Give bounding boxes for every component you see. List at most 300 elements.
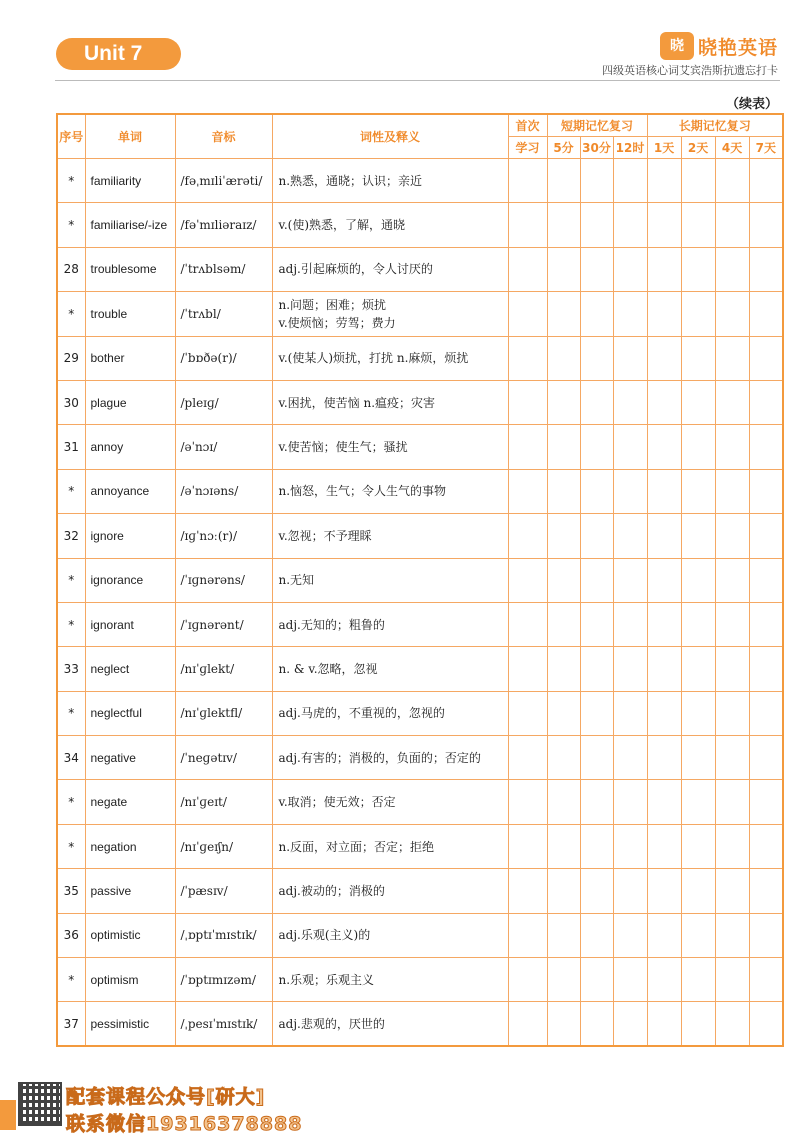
checkin-cell[interactable] [647, 602, 681, 646]
checkin-cell[interactable] [580, 514, 613, 558]
row-definition [272, 469, 508, 513]
col-header-short-term: 短期记忆复习 [547, 114, 647, 137]
footer-accent [0, 1100, 16, 1130]
checkin-cell[interactable] [508, 159, 547, 203]
vocab-table [56, 113, 784, 1047]
checkin-cell[interactable] [681, 691, 715, 735]
checkin-cell[interactable] [580, 780, 613, 824]
checkin-cell[interactable] [613, 602, 647, 646]
row-definition [272, 1002, 508, 1046]
checkin-cell[interactable] [715, 691, 749, 735]
interval-12h: 12时 [613, 137, 647, 159]
checkin-cell[interactable] [749, 469, 783, 513]
checkin-cell[interactable] [681, 913, 715, 957]
row-word: passive [85, 869, 175, 913]
checkin-cell[interactable] [508, 780, 547, 824]
table-row [57, 292, 783, 336]
checkin-cell[interactable] [715, 913, 749, 957]
checkin-cell[interactable] [715, 736, 749, 780]
col-header-phonetic: 音标 [175, 114, 272, 159]
row-definition [272, 159, 508, 203]
checkin-cell[interactable] [749, 602, 783, 646]
checkin-cell[interactable] [647, 691, 681, 735]
checkin-cell[interactable] [647, 558, 681, 602]
row-number: * [57, 558, 85, 602]
checkin-cell[interactable] [508, 602, 547, 646]
interval-2day: 2天 [681, 137, 715, 159]
row-phonetic: /ˈpæsɪv/ [175, 869, 272, 913]
checkin-cell[interactable] [681, 292, 715, 336]
checkin-cell[interactable] [547, 647, 580, 691]
table-row [57, 159, 783, 203]
checkin-cell[interactable] [508, 736, 547, 780]
table-row [57, 780, 783, 824]
checkin-cell[interactable] [715, 602, 749, 646]
checkin-cell[interactable] [613, 380, 647, 424]
checkin-cell[interactable] [547, 602, 580, 646]
checkin-cell[interactable] [749, 292, 783, 336]
row-word: optimism [85, 958, 175, 1002]
checkin-cell[interactable] [749, 913, 783, 957]
row-definition [272, 380, 508, 424]
checkin-cell[interactable] [715, 514, 749, 558]
checkin-cell[interactable] [508, 913, 547, 957]
checkin-cell[interactable] [547, 958, 580, 1002]
col-header-word: 单词 [85, 114, 175, 159]
row-phonetic: /ˈɪɡnərənt/ [175, 602, 272, 646]
checkin-cell[interactable] [547, 425, 580, 469]
checkin-cell[interactable] [613, 469, 647, 513]
definition-line: v.使烦恼；劳驾；费力 [278, 315, 396, 330]
row-word: ignorant [85, 602, 175, 646]
row-number: * [57, 602, 85, 646]
checkin-cell[interactable] [715, 1002, 749, 1046]
row-word: bother [85, 336, 175, 380]
row-phonetic: /fəˈmɪliəraɪz/ [175, 203, 272, 247]
checkin-cell[interactable] [647, 380, 681, 424]
definition-line: adj.悲观的，厌世的 [278, 1016, 385, 1031]
definition-line: adj.引起麻烦的，令人讨厌的 [278, 262, 433, 277]
checkin-cell[interactable] [715, 780, 749, 824]
checkin-cell[interactable] [580, 1002, 613, 1046]
checkin-cell[interactable] [681, 869, 715, 913]
checkin-cell[interactable] [508, 1002, 547, 1046]
checkin-cell[interactable] [647, 736, 681, 780]
checkin-cell[interactable] [647, 425, 681, 469]
checkin-cell[interactable] [508, 380, 547, 424]
checkin-cell[interactable] [508, 824, 547, 868]
row-number: * [57, 469, 85, 513]
checkin-cell[interactable] [547, 469, 580, 513]
checkin-cell[interactable] [647, 647, 681, 691]
definition-line: n.问题；困难；烦扰 [278, 297, 387, 312]
checkin-cell[interactable] [547, 869, 580, 913]
row-word: negation [85, 824, 175, 868]
checkin-cell[interactable] [613, 913, 647, 957]
table-row [57, 736, 783, 780]
definition-line: adj.被动的；消极的 [278, 883, 385, 898]
checkin-cell[interactable] [580, 558, 613, 602]
definition-line: v.(使某人)烦扰，打扰 n.麻烦，烦扰 [278, 351, 469, 366]
checkin-cell[interactable] [580, 647, 613, 691]
row-phonetic: /pleɪɡ/ [175, 380, 272, 424]
checkin-cell[interactable] [613, 203, 647, 247]
checkin-cell[interactable] [715, 336, 749, 380]
checkin-cell[interactable] [715, 380, 749, 424]
row-word: neglect [85, 647, 175, 691]
checkin-cell[interactable] [547, 824, 580, 868]
checkin-cell[interactable] [580, 824, 613, 868]
checkin-cell[interactable] [749, 824, 783, 868]
row-definition [272, 247, 508, 291]
checkin-cell[interactable] [647, 780, 681, 824]
row-definition [272, 558, 508, 602]
checkin-cell[interactable] [508, 558, 547, 602]
checkin-cell[interactable] [613, 425, 647, 469]
row-word: negate [85, 780, 175, 824]
checkin-cell[interactable] [681, 824, 715, 868]
definition-line: adj.乐观(主义)的 [278, 928, 371, 943]
checkin-cell[interactable] [749, 247, 783, 291]
checkin-cell[interactable] [613, 514, 647, 558]
row-word: trouble [85, 292, 175, 336]
row-word: pessimistic [85, 1002, 175, 1046]
checkin-cell[interactable] [613, 292, 647, 336]
definition-line: v.取消；使无效；否定 [278, 795, 396, 810]
checkin-cell[interactable] [681, 469, 715, 513]
table-row [57, 647, 783, 691]
table-row [57, 380, 783, 424]
checkin-cell[interactable] [613, 558, 647, 602]
brand [660, 32, 778, 60]
checkin-cell[interactable] [749, 647, 783, 691]
checkin-cell[interactable] [547, 691, 580, 735]
row-number: 32 [57, 514, 85, 558]
checkin-cell[interactable] [547, 292, 580, 336]
row-number: 33 [57, 647, 85, 691]
row-phonetic: /ˈtrʌblsəm/ [175, 247, 272, 291]
col-header-long-term: 长期记忆复习 [647, 114, 783, 137]
row-definition [272, 425, 508, 469]
checkin-cell[interactable] [647, 824, 681, 868]
row-number: * [57, 824, 85, 868]
row-definition [272, 824, 508, 868]
row-number: 31 [57, 425, 85, 469]
checkin-cell[interactable] [681, 514, 715, 558]
checkin-cell[interactable] [580, 203, 613, 247]
row-number: * [57, 780, 85, 824]
checkin-cell[interactable] [580, 159, 613, 203]
checkin-cell[interactable] [715, 647, 749, 691]
row-word: troublesome [85, 247, 175, 291]
checkin-cell[interactable] [580, 602, 613, 646]
row-word: familiarise/-ize [85, 203, 175, 247]
row-phonetic: /fəˌmɪliˈærəti/ [175, 159, 272, 203]
definition-line: n.乐观；乐观主义 [278, 972, 375, 987]
col-header-first: 首次 [508, 114, 547, 137]
definition-line: v.困扰，使苦恼 n.瘟疫；灾害 [278, 395, 436, 410]
checkin-cell[interactable] [547, 159, 580, 203]
checkin-cell[interactable] [715, 425, 749, 469]
checkin-cell[interactable] [547, 736, 580, 780]
row-number: 35 [57, 869, 85, 913]
row-phonetic: /ˌɒptɪˈmɪstɪk/ [175, 913, 272, 957]
row-definition [272, 336, 508, 380]
checkin-cell[interactable] [613, 824, 647, 868]
row-definition [272, 203, 508, 247]
checkin-cell[interactable] [580, 247, 613, 291]
definition-line: n.熟悉，通晓；认识；亲近 [278, 173, 423, 188]
checkin-cell[interactable] [681, 558, 715, 602]
row-definition [272, 647, 508, 691]
checkin-cell[interactable] [647, 913, 681, 957]
checkin-cell[interactable] [613, 958, 647, 1002]
checkin-cell[interactable] [508, 514, 547, 558]
checkin-cell[interactable] [749, 869, 783, 913]
definition-line: n.无知 [278, 573, 315, 588]
row-phonetic: /nɪˈɡeɪʃn/ [175, 824, 272, 868]
row-word: negative [85, 736, 175, 780]
row-word: familiarity [85, 159, 175, 203]
definition-line: adj.无知的；粗鲁的 [278, 617, 385, 632]
checkin-cell[interactable] [715, 247, 749, 291]
interval-4day: 4天 [715, 137, 749, 159]
row-word: optimistic [85, 913, 175, 957]
checkin-cell[interactable] [681, 647, 715, 691]
promo-line-2: 联系微信19316378888 [66, 1113, 303, 1135]
checkin-cell[interactable] [749, 1002, 783, 1046]
checkin-cell[interactable] [613, 691, 647, 735]
checkin-cell[interactable] [580, 425, 613, 469]
checkin-cell[interactable] [613, 647, 647, 691]
checkin-cell[interactable] [749, 691, 783, 735]
table-row [57, 425, 783, 469]
table-row [57, 514, 783, 558]
checkin-cell[interactable] [749, 514, 783, 558]
promo-line-1: 配套课程公众号[研大] [66, 1086, 266, 1108]
checkin-cell[interactable] [681, 247, 715, 291]
checkin-cell[interactable] [647, 469, 681, 513]
checkin-cell[interactable] [580, 336, 613, 380]
checkin-cell[interactable] [681, 425, 715, 469]
checkin-cell[interactable] [613, 736, 647, 780]
footer-promo [0, 1082, 320, 1145]
checkin-cell[interactable] [647, 514, 681, 558]
row-definition [272, 913, 508, 957]
checkin-cell[interactable] [613, 1002, 647, 1046]
checkin-cell[interactable] [749, 425, 783, 469]
unit-badge: Unit 7 [56, 38, 181, 70]
checkin-cell[interactable] [749, 159, 783, 203]
checkin-cell[interactable] [715, 159, 749, 203]
table-row [57, 469, 783, 513]
table-row [57, 824, 783, 868]
checkin-cell[interactable] [547, 336, 580, 380]
row-number: * [57, 691, 85, 735]
row-number: 28 [57, 247, 85, 291]
row-phonetic: /ˈbɒðə(r)/ [175, 336, 272, 380]
row-number: 29 [57, 336, 85, 380]
checkin-cell[interactable] [715, 958, 749, 1002]
row-phonetic: /ˌpesɪˈmɪstɪk/ [175, 1002, 272, 1046]
checkin-cell[interactable] [508, 425, 547, 469]
checkin-cell[interactable] [613, 159, 647, 203]
continued-label: （续表） [725, 97, 778, 112]
table-row [57, 602, 783, 646]
checkin-cell[interactable] [715, 292, 749, 336]
checkin-cell[interactable] [681, 780, 715, 824]
checkin-cell[interactable] [547, 514, 580, 558]
definition-line: n.恼怒，生气；令人生气的事物 [278, 484, 447, 499]
checkin-cell[interactable] [580, 736, 613, 780]
row-word: ignorance [85, 558, 175, 602]
row-phonetic: /nɪˈɡlektfl/ [175, 691, 272, 735]
checkin-cell[interactable] [547, 1002, 580, 1046]
checkin-cell[interactable] [508, 247, 547, 291]
checkin-cell[interactable] [715, 824, 749, 868]
checkin-cell[interactable] [681, 159, 715, 203]
col-header-first-sub: 学习 [508, 137, 547, 159]
table-row [57, 869, 783, 913]
checkin-cell[interactable] [681, 336, 715, 380]
row-definition [272, 958, 508, 1002]
interval-5min: 5分 [547, 137, 580, 159]
row-phonetic: /ˈɪɡnərəns/ [175, 558, 272, 602]
checkin-cell[interactable] [580, 469, 613, 513]
checkin-cell[interactable] [508, 469, 547, 513]
checkin-cell[interactable] [547, 780, 580, 824]
checkin-cell[interactable] [508, 958, 547, 1002]
table-row [57, 913, 783, 957]
row-phonetic: /ˈneɡətɪv/ [175, 736, 272, 780]
row-phonetic: /ˈtrʌbl/ [175, 292, 272, 336]
checkin-cell[interactable] [580, 691, 613, 735]
checkin-cell[interactable] [580, 380, 613, 424]
checkin-cell[interactable] [508, 691, 547, 735]
checkin-cell[interactable] [508, 203, 547, 247]
row-number: * [57, 203, 85, 247]
checkin-cell[interactable] [613, 869, 647, 913]
checkin-cell[interactable] [647, 203, 681, 247]
row-definition [272, 691, 508, 735]
checkin-cell[interactable] [508, 869, 547, 913]
definition-line: adj.有害的；消极的，负面的；否定的 [278, 750, 481, 765]
definition-line: n. & v.忽略，忽视 [278, 661, 378, 676]
definition-line: v.使苦恼；使生气；骚扰 [278, 440, 408, 455]
row-definition [272, 736, 508, 780]
checkin-cell[interactable] [681, 380, 715, 424]
checkin-cell[interactable] [749, 558, 783, 602]
row-phonetic: /nɪˈɡlekt/ [175, 647, 272, 691]
checkin-cell[interactable] [749, 958, 783, 1002]
checkin-cell[interactable] [715, 558, 749, 602]
definition-line: n.反面，对立面；否定；拒绝 [278, 839, 435, 854]
table-row [57, 558, 783, 602]
checkin-cell[interactable] [749, 736, 783, 780]
row-word: annoyance [85, 469, 175, 513]
row-phonetic: /nɪˈɡeɪt/ [175, 780, 272, 824]
checkin-cell[interactable] [749, 336, 783, 380]
row-definition [272, 780, 508, 824]
checkin-cell[interactable] [715, 203, 749, 247]
row-number: 30 [57, 380, 85, 424]
checkin-cell[interactable] [647, 292, 681, 336]
interval-30min: 30分 [580, 137, 613, 159]
row-definition [272, 602, 508, 646]
checkin-cell[interactable] [681, 958, 715, 1002]
checkin-cell[interactable] [647, 1002, 681, 1046]
checkin-cell[interactable] [580, 958, 613, 1002]
checkin-cell[interactable] [715, 469, 749, 513]
checkin-cell[interactable] [647, 247, 681, 291]
row-number: 36 [57, 913, 85, 957]
checkin-cell[interactable] [508, 292, 547, 336]
checkin-cell[interactable] [681, 1002, 715, 1046]
row-number: 34 [57, 736, 85, 780]
row-number: * [57, 292, 85, 336]
checkin-cell[interactable] [580, 292, 613, 336]
checkin-cell[interactable] [613, 336, 647, 380]
checkin-cell[interactable] [749, 203, 783, 247]
checkin-cell[interactable] [749, 380, 783, 424]
brand-name: 晓艳英语 [697, 36, 778, 59]
checkin-cell[interactable] [647, 958, 681, 1002]
row-phonetic: /ɪɡˈnɔː(r)/ [175, 514, 272, 558]
table-row [57, 247, 783, 291]
checkin-cell[interactable] [547, 558, 580, 602]
row-word: neglectful [85, 691, 175, 735]
row-definition [272, 869, 508, 913]
checkin-cell[interactable] [681, 736, 715, 780]
brand-logo-icon: 晓 [660, 32, 694, 60]
checkin-cell[interactable] [580, 913, 613, 957]
checkin-cell[interactable] [547, 380, 580, 424]
definition-line: adj.马虎的，不重视的，忽视的 [278, 706, 445, 721]
row-word: ignore [85, 514, 175, 558]
row-number: * [57, 159, 85, 203]
row-phonetic: /əˈnɔɪəns/ [175, 469, 272, 513]
interval-7day: 7天 [749, 137, 783, 159]
checkin-cell[interactable] [647, 869, 681, 913]
checkin-cell[interactable] [613, 247, 647, 291]
col-header-definition: 词性及释义 [272, 114, 508, 159]
table-row [57, 691, 783, 735]
checkin-cell[interactable] [547, 913, 580, 957]
checkin-cell[interactable] [547, 203, 580, 247]
definition-line: v.(使)熟悉，了解，通晓 [278, 218, 406, 233]
header-divider [55, 80, 780, 81]
checkin-cell[interactable] [508, 647, 547, 691]
checkin-cell[interactable] [613, 780, 647, 824]
checkin-cell[interactable] [547, 247, 580, 291]
checkin-cell[interactable] [681, 602, 715, 646]
checkin-cell[interactable] [749, 780, 783, 824]
row-phonetic: /əˈnɔɪ/ [175, 425, 272, 469]
interval-1day: 1天 [647, 137, 681, 159]
table-row [57, 336, 783, 380]
row-definition [272, 514, 508, 558]
table-row [57, 203, 783, 247]
checkin-cell[interactable] [681, 203, 715, 247]
checkin-cell[interactable] [715, 869, 749, 913]
col-header-no: 序号 [57, 114, 85, 159]
checkin-cell[interactable] [580, 869, 613, 913]
definition-line: v.忽视；不予理睬 [278, 528, 372, 543]
row-number: 37 [57, 1002, 85, 1046]
checkin-cell[interactable] [508, 336, 547, 380]
checkin-cell[interactable] [647, 159, 681, 203]
checkin-cell[interactable] [647, 336, 681, 380]
